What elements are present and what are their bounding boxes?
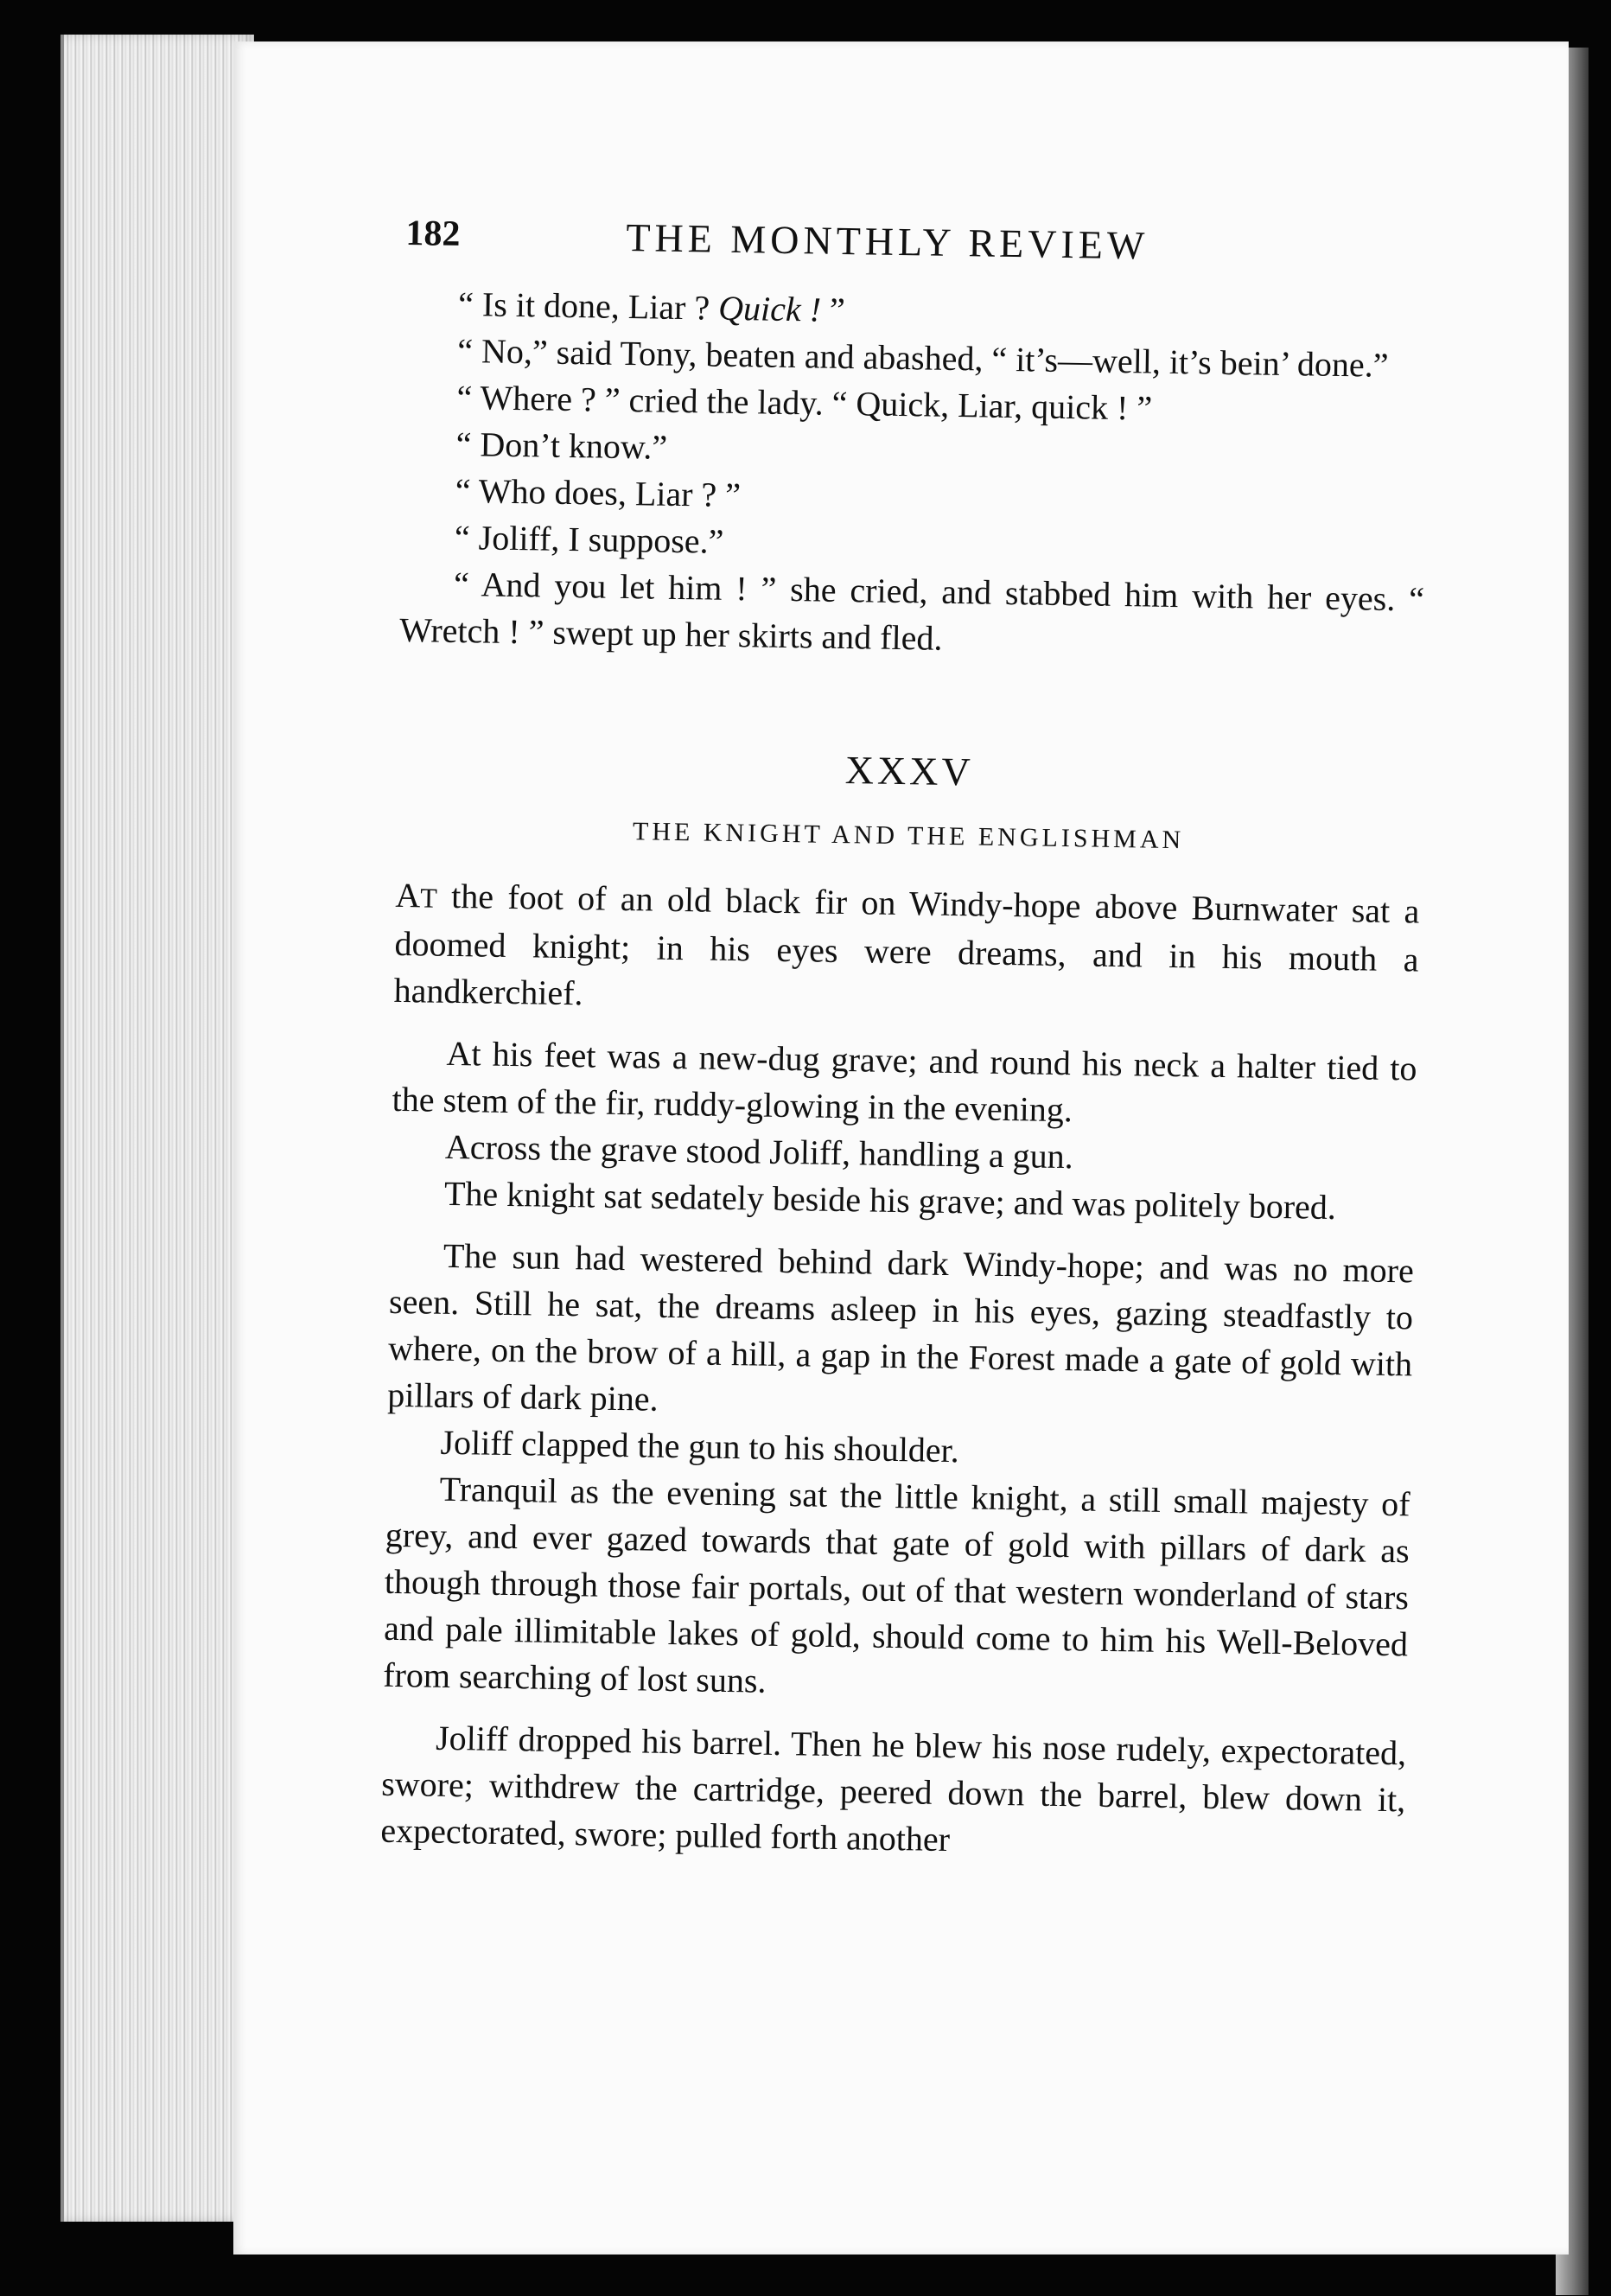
body-paragraph: Joliff dropped his barrel. Then he blew his nose rudely, expectorated, swore; withdrew the cartridge, peered down the barrel, blew down it, expectorated, swore; pulled forth another: [380, 1718, 1407, 1859]
dialogue-line: “ Is it done, Liar ? Quick ! ”: [457, 284, 846, 329]
chapter-number: XXXV: [844, 748, 975, 794]
body-paragraph: At his feet was a new-dug grave; and round his neck a halter tied to the stem of the fir, ruddy-glowing in the evening.: [392, 1033, 1417, 1130]
book-page-edges: [60, 35, 254, 2222]
body-paragraph: The knight sat sedately beside his grave; and was politely bored.: [443, 1173, 1337, 1228]
running-head: [405, 206, 1430, 291]
lead-capital: A: [395, 875, 421, 915]
dialogue-line: “ Don’t know.”: [455, 424, 668, 467]
lead-small-cap: T: [420, 882, 438, 914]
body-paragraph: Tranquil as the evening sat the little knight, a still small majesty of grey, and ever gazed towards that gate of gold with pillars of dark as though through those fair portals, out of that western wonderland of stars and pale illimitable lakes of gold, should come to him his Well-Beloved from searching of lost suns.: [382, 1469, 1410, 1700]
running-title: THE MONTHLY REVIEW: [626, 215, 1149, 268]
chapter-title: THE KNIGHT AND THE ENGLISHMAN: [632, 817, 1185, 855]
dialogue-line: “ Who does, Liar ? ”: [455, 470, 742, 515]
text-block: [380, 206, 1430, 1870]
book-page: [233, 41, 1569, 2255]
body-paragraph: Joliff clapped the gun to his shoulder.: [440, 1422, 960, 1470]
dialogue-line: “ And you let him ! ” she cried, and stabbed him with her eyes. “ Wretch ! ” swept up her skirts and fled.: [398, 564, 1425, 658]
body-paragraph: AT the foot of an old black fir on Windy-hope above Burnwater sat a doomed knight; in his eyes were dreams, and in his mouth a handkerchief.: [393, 875, 1420, 1013]
dialogue-line: “ No,” said Tony, beaten and abashed, “ it’s—well, it’s bein’ done.”: [457, 330, 1389, 385]
page-number: 182: [405, 213, 461, 254]
dialogue-emphasis: Quick !: [717, 288, 822, 329]
dialogue-line: “ Joliff, I suppose.”: [454, 517, 724, 561]
body-paragraph: Across the grave stood Joliff, handling a gun.: [444, 1126, 1074, 1177]
body-paragraph: The sun had westered behind dark Windy-hope; and was no more seen. Still he sat, the dreams asleep in his eyes, gazing steadfastly to where, on the brow of a hill, a gap in the Forest made a gate of gold with pillars of dark pine.: [387, 1235, 1415, 1419]
dialogue-line: “ Where ? ” cried the lady. “ Quick, Liar, quick ! ”: [456, 377, 1153, 428]
